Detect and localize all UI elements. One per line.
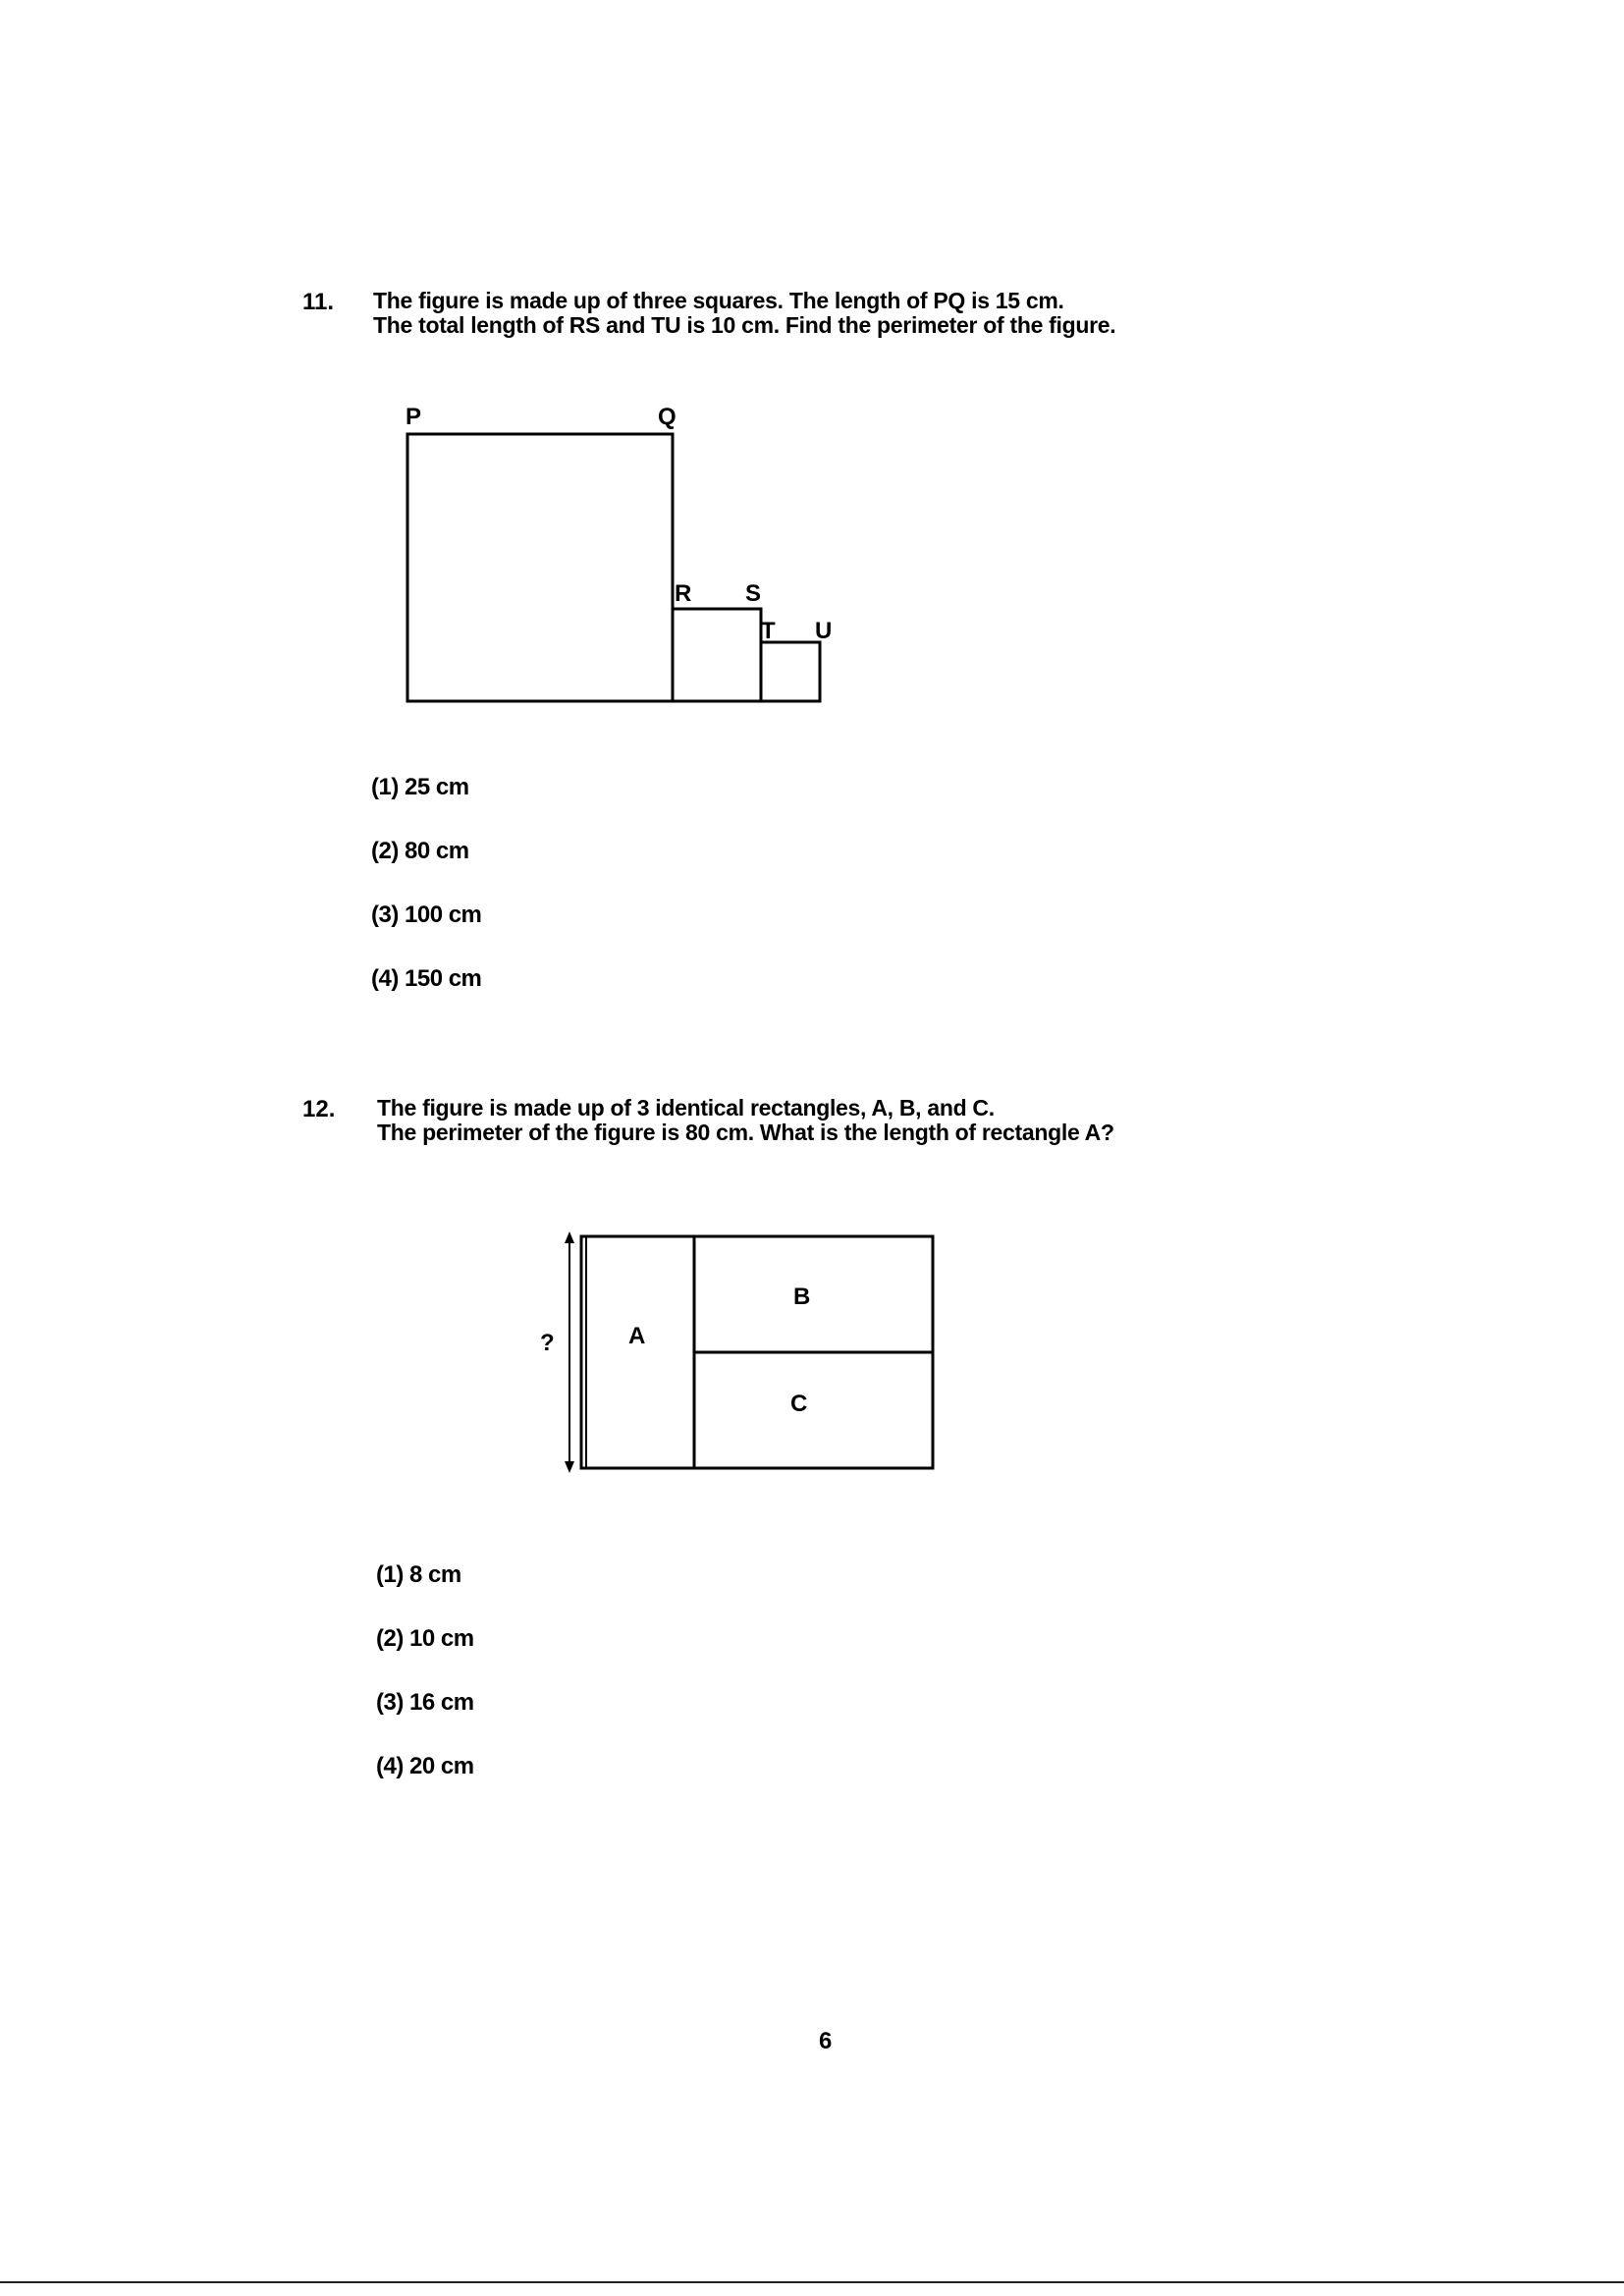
question-line: The total length of RS and TU is 10 cm. Find the perimeter of the figure. (373, 312, 1116, 338)
option-1[interactable]: (1) 25 cm (371, 774, 469, 800)
bottom-rule (0, 2281, 1624, 2283)
label-c: C (790, 1391, 808, 1417)
label-s: S (745, 580, 762, 607)
label-a: A (628, 1323, 646, 1349)
question-line: The figure is made up of 3 identical rectangles, A, B, and C. (377, 1095, 995, 1121)
label-r: R (675, 580, 692, 607)
three-squares-figure (388, 393, 859, 722)
rectangles-figure (530, 1228, 952, 1488)
question-number: 12. (302, 1096, 336, 1122)
question-line: The figure is made up of three squares. The length of PQ is 15 cm. (373, 288, 1064, 313)
large-square (407, 434, 673, 701)
option-3[interactable]: (3) 100 cm (371, 902, 482, 928)
rectangles-diagram (530, 1228, 952, 1483)
medium-square (673, 609, 761, 701)
option-4[interactable]: (4) 150 cm (371, 965, 482, 992)
label-p: P (406, 404, 422, 430)
question-text (377, 1096, 1114, 1145)
small-square (761, 642, 820, 701)
option-3[interactable]: (3) 16 cm (376, 1689, 474, 1716)
option-2[interactable]: (2) 80 cm (371, 838, 469, 864)
label-u: U (815, 618, 833, 644)
three-squares-diagram (388, 393, 859, 717)
arrow-head-top (565, 1231, 574, 1243)
question-number: 11. (302, 289, 335, 315)
option-2[interactable]: (2) 10 cm (376, 1625, 474, 1652)
label-t: T (761, 618, 776, 644)
arrow-head-bottom (565, 1461, 574, 1473)
option-1[interactable]: (1) 8 cm (376, 1561, 461, 1588)
label-q: Q (658, 404, 677, 430)
page-number: 6 (819, 2028, 833, 2054)
label-unknown: ? (540, 1330, 555, 1356)
option-4[interactable]: (4) 20 cm (376, 1753, 474, 1779)
label-b: B (793, 1284, 811, 1310)
question-line: The perimeter of the figure is 80 cm. What is the length of rectangle A? (377, 1120, 1114, 1145)
question-text (373, 289, 1115, 338)
